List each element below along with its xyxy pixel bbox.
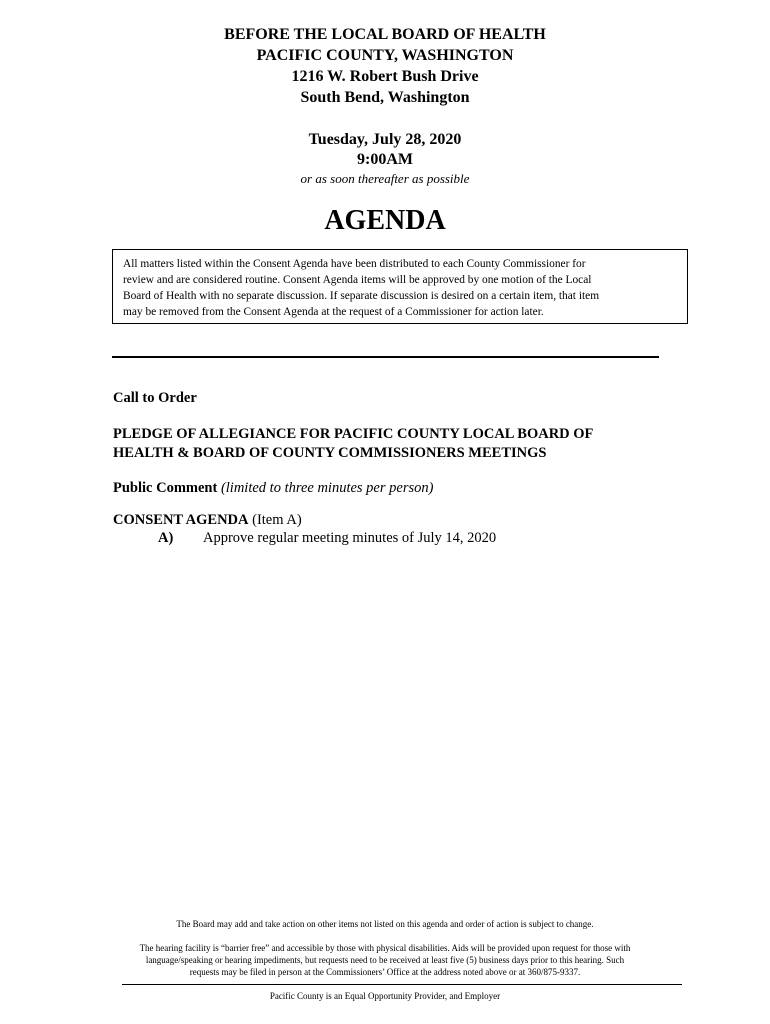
meeting-time: 9:00AM xyxy=(357,151,413,168)
section-divider xyxy=(112,356,659,358)
footer-accessibility-line: language/speaking or hearing impediments, but requests need to be received at least five (5) business days prior to this hearing. Such xyxy=(145,955,625,965)
consent-agenda-note: (Item A) xyxy=(252,512,302,528)
call-to-order: Call to Order xyxy=(113,390,197,406)
footer-divider xyxy=(122,984,682,985)
header-line-city: South Bend, Washington xyxy=(300,89,470,106)
consent-notice-line: may be removed from the Consent Agenda at the request of a Commissioner for action later. xyxy=(123,306,544,318)
meeting-info xyxy=(0,130,770,188)
header-line-address: 1216 W. Robert Bush Drive xyxy=(291,68,479,85)
consent-notice-line: Board of Health with no separate discussion. If separate discussion is desired on a certain item, that item xyxy=(123,290,600,302)
header-line-county: PACIFIC COUNTY, WASHINGTON xyxy=(256,47,514,64)
pledge-heading xyxy=(113,425,593,463)
consent-notice-line: All matters listed within the Consent Agenda have been distributed to each County Commissioner for xyxy=(123,258,586,270)
footer-equal-opportunity: Pacific County is an Equal Opportunity Provider, and Employer xyxy=(269,991,501,1001)
footer-accessibility xyxy=(0,942,770,978)
public-comment xyxy=(113,479,433,498)
consent-item-text: Approve regular meeting minutes of July 14, 2020 xyxy=(203,530,497,546)
consent-notice-line: review and are considered routine. Consent Agenda items will be approved by one motion of the Local xyxy=(123,274,592,286)
pledge-line: HEALTH & BOARD OF COUNTY COMMISSIONERS MEETINGS xyxy=(113,445,547,461)
document-header xyxy=(0,24,770,108)
meeting-date: Tuesday, July 28, 2020 xyxy=(308,131,462,148)
footer-action-note: The Board may add and take action on other items not listed on this agenda and order of action is subject to change. xyxy=(176,919,594,929)
footer-accessibility-line: The hearing facility is “barrier free” and accessible by those with physical disabilities. Aids will be provided upon request for those with xyxy=(139,943,631,953)
consent-item-letter: A) xyxy=(158,530,174,546)
public-comment-label: Public Comment xyxy=(113,480,218,496)
consent-notice-box xyxy=(112,249,688,324)
pledge-line: PLEDGE OF ALLEGIANCE FOR PACIFIC COUNTY LOCAL BOARD OF xyxy=(113,426,594,442)
consent-agenda-heading xyxy=(113,511,302,530)
meeting-time-note: or as soon thereafter as possible xyxy=(300,171,470,186)
header-line-board: BEFORE THE LOCAL BOARD OF HEALTH xyxy=(224,26,546,43)
consent-agenda-label: CONSENT AGENDA xyxy=(113,512,249,528)
footer-accessibility-line: requests may be filed in person at the Commissioners’ Office at the address noted above or at 360/875-9337. xyxy=(189,967,581,977)
public-comment-note: (limited to three minutes per person) xyxy=(220,480,434,496)
agenda-title: AGENDA xyxy=(324,205,446,236)
